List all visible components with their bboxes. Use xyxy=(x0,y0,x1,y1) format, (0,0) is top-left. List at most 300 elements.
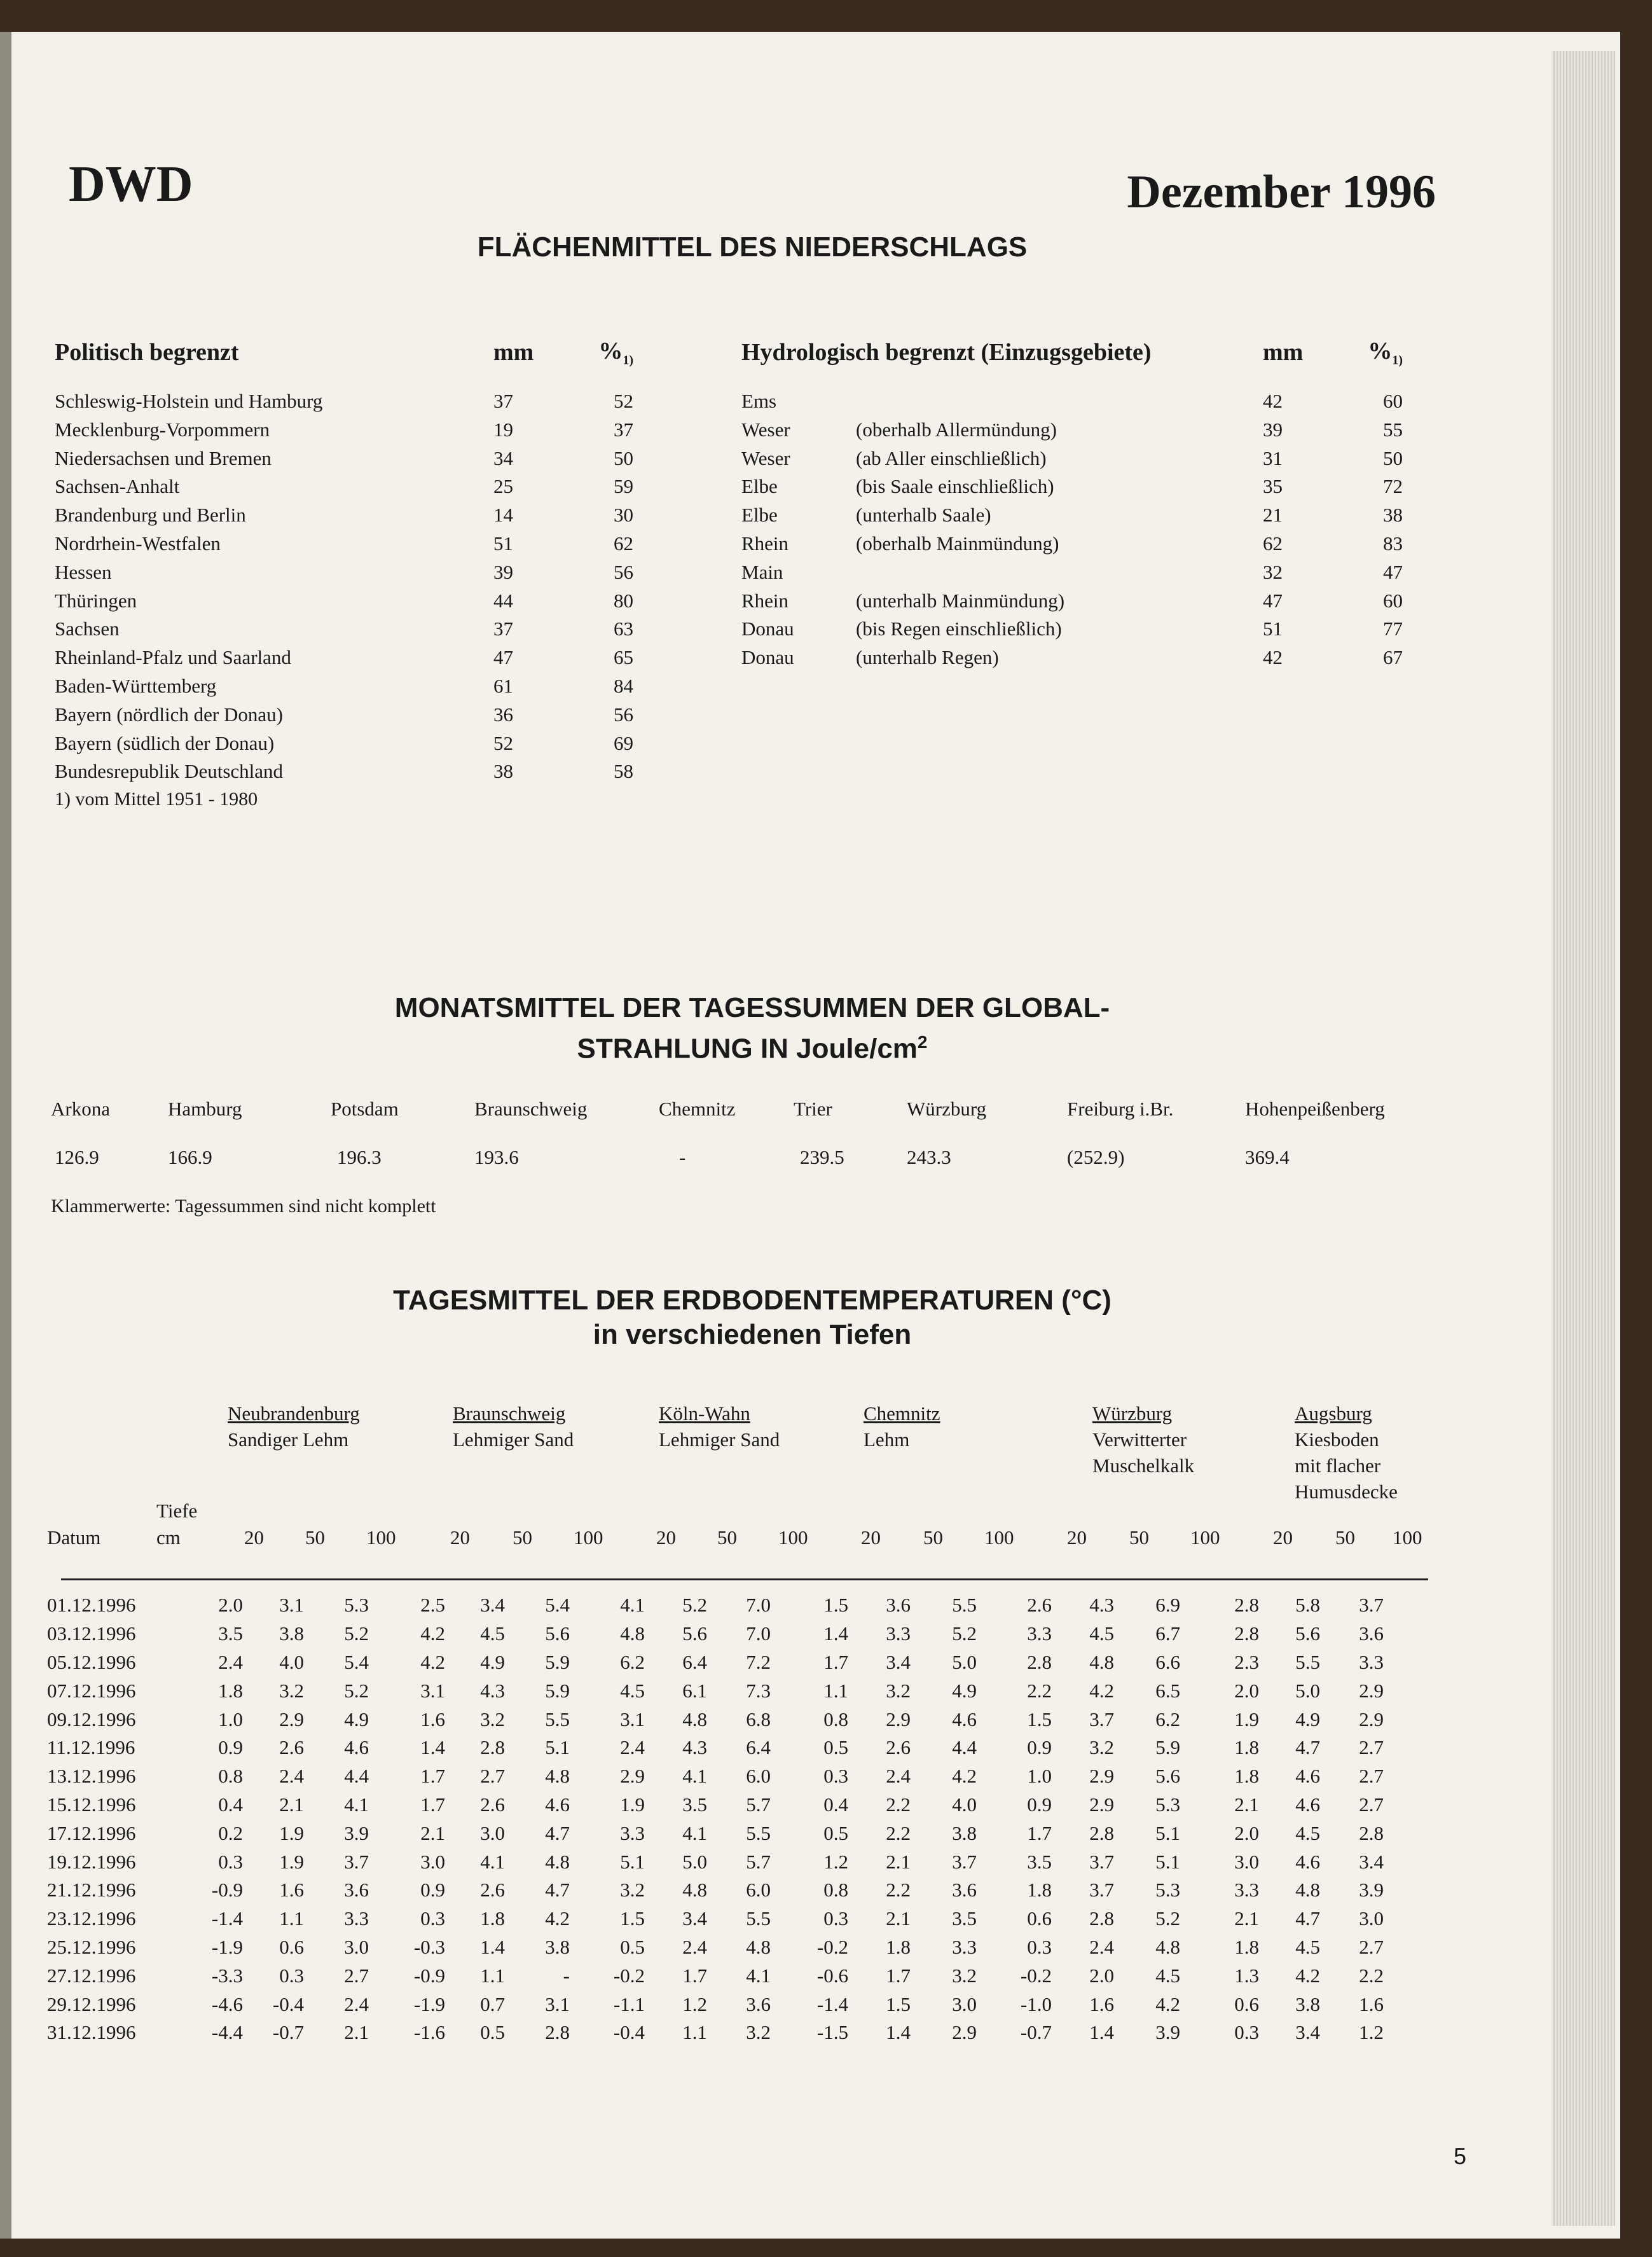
soil-station xyxy=(864,1400,940,1453)
river-name: Weser xyxy=(741,418,790,441)
temp-cell: 2.8 xyxy=(1089,1821,1114,1844)
depth-header: 50 xyxy=(717,1526,737,1549)
region-name: Baden-Württemberg xyxy=(55,674,217,697)
region-name: Schleswig-Holstein und Hamburg xyxy=(55,389,323,412)
temp-cell: 1.4 xyxy=(480,1935,505,1958)
temp-cell: 3.3 xyxy=(1027,1622,1052,1645)
river-name: Ems xyxy=(741,389,777,412)
temp-cell: 5.9 xyxy=(545,1679,570,1702)
depth-header: 20 xyxy=(861,1526,881,1549)
river-pct: 60 xyxy=(1383,589,1403,612)
region-name: Brandenburg und Berlin xyxy=(55,504,246,527)
temp-cell: 2.1 xyxy=(344,2021,369,2044)
temp-cell: 4.6 xyxy=(545,1793,570,1816)
table-row xyxy=(47,1961,1384,1990)
temp-cell: 3.8 xyxy=(952,1821,977,1844)
row-date: 19.12.1996 xyxy=(47,1850,136,1873)
soil-table-body xyxy=(47,1591,1384,2047)
temp-cell: 4.5 xyxy=(480,1622,505,1645)
region-mm: 51 xyxy=(493,532,513,555)
temp-cell: 4.1 xyxy=(746,1964,771,1987)
region-name: Rheinland-Pfalz und Saarland xyxy=(55,646,291,669)
temp-cell: 5.9 xyxy=(1155,1736,1180,1759)
temp-cell: 2.8 xyxy=(545,2021,570,2044)
temp-cell: 6.2 xyxy=(620,1650,645,1673)
river-detail: (unterhalb Saale) xyxy=(856,504,991,527)
depth-label: Tiefe xyxy=(156,1500,198,1522)
temp-cell: 6.6 xyxy=(1155,1650,1180,1673)
temp-cell: 2.7 xyxy=(344,1964,369,1987)
region-mm: 19 xyxy=(493,418,513,441)
table-row xyxy=(741,444,1403,473)
temp-cell: 2.2 xyxy=(886,1821,911,1844)
precip-political-body xyxy=(55,387,633,786)
row-date: 27.12.1996 xyxy=(47,1964,136,1987)
temp-cell: 0.4 xyxy=(218,1793,243,1816)
river-detail: (unterhalb Mainmündung) xyxy=(856,589,1065,612)
radiation-value: 243.3 xyxy=(907,1146,951,1168)
radiation-title xyxy=(11,991,1493,1066)
temp-cell: 1.7 xyxy=(420,1793,445,1816)
temp-cell: 3.6 xyxy=(886,1594,911,1617)
soil-type: Lehm xyxy=(864,1428,910,1451)
temp-cell: -1.6 xyxy=(413,2021,445,2044)
river-mm: 47 xyxy=(1263,589,1283,612)
radiation-station: Hohenpeißenberg xyxy=(1245,1098,1385,1120)
region-pct: 56 xyxy=(614,560,633,583)
row-date: 21.12.1996 xyxy=(47,1879,136,1902)
region-name: Bayern (südlich der Donau) xyxy=(55,731,275,754)
soil-depth-headers xyxy=(11,1526,1474,1552)
temp-cell: 3.1 xyxy=(620,1708,645,1730)
temp-cell: -4.6 xyxy=(211,1992,243,2015)
soil-title-line1: TAGESMITTEL DER ERDBODENTEMPERATUREN (°C) xyxy=(393,1285,1112,1316)
depth-header: 100 xyxy=(1393,1526,1422,1549)
temp-cell: 1.4 xyxy=(420,1736,445,1759)
depth-header: 100 xyxy=(984,1526,1014,1549)
temp-cell: 3.5 xyxy=(1027,1850,1052,1873)
temp-cell: 3.3 xyxy=(1234,1879,1259,1902)
temp-cell: 3.2 xyxy=(1089,1736,1114,1759)
temp-cell: 4.3 xyxy=(480,1679,505,1702)
region-mm: 47 xyxy=(493,646,513,669)
temp-cell: 6.1 xyxy=(682,1679,707,1702)
region-name: Mecklenburg-Vorpommern xyxy=(55,418,270,441)
temp-cell: 3.5 xyxy=(952,1907,977,1930)
soil-station-headers xyxy=(11,1400,1474,1502)
temp-cell: 6.9 xyxy=(1155,1594,1180,1617)
depth-header: 20 xyxy=(1273,1526,1293,1549)
temp-cell: 3.4 xyxy=(886,1650,911,1673)
table-row xyxy=(55,387,633,416)
temp-cell: 0.3 xyxy=(823,1765,848,1788)
temp-cell: 3.0 xyxy=(344,1935,369,1958)
row-date: 07.12.1996 xyxy=(47,1679,136,1702)
temp-cell: 4.1 xyxy=(682,1821,707,1844)
table-row xyxy=(47,1734,1384,1762)
temp-cell: 1.0 xyxy=(1027,1765,1052,1788)
temp-cell: 4.1 xyxy=(620,1594,645,1617)
river-mm: 32 xyxy=(1263,560,1283,583)
temp-cell: 0.5 xyxy=(480,2021,505,2044)
temp-cell: 3.4 xyxy=(480,1594,505,1617)
river-pct: 38 xyxy=(1383,504,1403,527)
temp-cell: 6.4 xyxy=(746,1736,771,1759)
river-name: Rhein xyxy=(741,589,789,612)
river-mm: 42 xyxy=(1263,389,1283,412)
temp-cell: 2.2 xyxy=(886,1879,911,1902)
temp-cell: 6.7 xyxy=(1155,1622,1180,1645)
temp-cell: 5.6 xyxy=(1295,1622,1320,1645)
depth-header: 20 xyxy=(656,1526,676,1549)
temp-cell: 2.8 xyxy=(1089,1907,1114,1930)
region-mm: 39 xyxy=(493,560,513,583)
temp-cell: 4.7 xyxy=(1295,1736,1320,1759)
temp-cell: 2.1 xyxy=(279,1793,304,1816)
temp-cell: 3.8 xyxy=(1295,1992,1320,2015)
temp-cell: 2.9 xyxy=(1359,1708,1384,1730)
depth-header: 20 xyxy=(450,1526,470,1549)
temp-cell: 2.9 xyxy=(952,2021,977,2044)
temp-cell: 1.5 xyxy=(886,1992,911,2015)
temp-cell: 7.0 xyxy=(746,1622,771,1645)
temp-cell: 0.2 xyxy=(218,1821,243,1844)
precip-political-table xyxy=(55,337,633,786)
depth-header: 100 xyxy=(574,1526,603,1549)
temp-cell: 5.9 xyxy=(545,1650,570,1673)
radiation-title-line2: STRAHLUNG IN Joule/$cm^2$ xyxy=(577,1032,928,1065)
temp-cell: 5.2 xyxy=(682,1594,707,1617)
temp-cell: 5.5 xyxy=(746,1907,771,1930)
radiation-station: Chemnitz xyxy=(659,1098,736,1120)
temp-cell: 4.9 xyxy=(1295,1708,1320,1730)
radiation-value: 166.9 xyxy=(168,1146,212,1168)
region-name: Nordrhein-Westfalen xyxy=(55,532,221,555)
temp-cell: -0.2 xyxy=(1020,1964,1052,1987)
temp-cell: 4.8 xyxy=(1155,1935,1180,1958)
river-name: Rhein xyxy=(741,532,789,555)
temp-cell: 0.4 xyxy=(823,1793,848,1816)
temp-cell: 1.8 xyxy=(218,1679,243,1702)
temp-cell: 2.2 xyxy=(1359,1964,1384,1987)
temp-cell: 3.0 xyxy=(420,1850,445,1873)
river-detail: (oberhalb Mainmündung) xyxy=(856,532,1059,555)
region-pct: 65 xyxy=(614,646,633,669)
depth-header: 100 xyxy=(366,1526,396,1549)
table-row xyxy=(47,1762,1384,1791)
temp-cell: 2.6 xyxy=(480,1879,505,1902)
radiation-values xyxy=(11,1146,1474,1171)
temp-cell: 2.1 xyxy=(1234,1907,1259,1930)
temp-cell: 2.1 xyxy=(886,1907,911,1930)
temp-cell: 2.8 xyxy=(480,1736,505,1759)
temp-cell: 4.9 xyxy=(480,1650,505,1673)
river-pct: 77 xyxy=(1383,618,1403,640)
temp-cell: 1.0 xyxy=(218,1708,243,1730)
temp-cell: 4.8 xyxy=(545,1765,570,1788)
temp-cell: 3.3 xyxy=(952,1935,977,1958)
table-rule xyxy=(61,1578,1428,1580)
temp-cell: 3.0 xyxy=(480,1821,505,1844)
row-date: 25.12.1996 xyxy=(47,1935,136,1958)
depth-header: 20 xyxy=(1067,1526,1087,1549)
temp-cell: 3.1 xyxy=(279,1594,304,1617)
temp-cell: 0.6 xyxy=(279,1935,304,1958)
temp-cell: 2.4 xyxy=(344,1992,369,2015)
temp-cell: 4.2 xyxy=(420,1650,445,1673)
temp-cell: 2.7 xyxy=(1359,1935,1384,1958)
row-date: 05.12.1996 xyxy=(47,1650,136,1673)
temp-cell: 3.2 xyxy=(279,1679,304,1702)
region-pct: 52 xyxy=(614,389,633,412)
table-row xyxy=(741,473,1403,501)
river-pct: 60 xyxy=(1383,389,1403,412)
region-pct: 69 xyxy=(614,731,633,754)
temp-cell: -0.4 xyxy=(272,1992,304,2015)
river-mm: 62 xyxy=(1263,532,1283,555)
temp-cell: 1.6 xyxy=(1359,1992,1384,2015)
temp-cell: 3.7 xyxy=(952,1850,977,1873)
temp-cell: 4.5 xyxy=(1295,1935,1320,1958)
col-mm: mm xyxy=(493,339,534,366)
row-date: 23.12.1996 xyxy=(47,1907,136,1930)
temp-cell: 4.8 xyxy=(1295,1879,1320,1902)
temp-cell: 6.0 xyxy=(746,1765,771,1788)
temp-cell: 0.9 xyxy=(420,1879,445,1902)
depth-header: 50 xyxy=(305,1526,325,1549)
soil-type: Lehmiger Sand xyxy=(659,1428,780,1451)
temp-cell: 4.2 xyxy=(1295,1964,1320,1987)
row-date: 13.12.1996 xyxy=(47,1765,136,1788)
station-name: Augsburg xyxy=(1295,1402,1372,1425)
temp-cell: 5.1 xyxy=(545,1736,570,1759)
page-edge xyxy=(1552,51,1615,2226)
river-pct: 47 xyxy=(1383,560,1403,583)
region-name: Sachsen-Anhalt xyxy=(55,475,180,498)
temp-cell: -0.7 xyxy=(1020,2021,1052,2044)
temp-cell: 2.0 xyxy=(1089,1964,1114,1987)
temp-cell: 5.5 xyxy=(746,1821,771,1844)
region-pct: 56 xyxy=(614,703,633,726)
temp-cell: 2.7 xyxy=(1359,1793,1384,1816)
col-pct-hydro: $\%_{1)}$ xyxy=(1368,338,1403,368)
temp-cell: 3.3 xyxy=(620,1821,645,1844)
book-spine xyxy=(0,32,13,2239)
temp-cell: 4.8 xyxy=(682,1879,707,1902)
temp-cell: 1.8 xyxy=(480,1907,505,1930)
radiation-value: - xyxy=(679,1146,686,1168)
soil-type: Verwitterter xyxy=(1092,1428,1187,1451)
precip-footnote: 1) vom Mittel 1951 - 1980 xyxy=(55,789,258,810)
temp-cell: -0.3 xyxy=(413,1935,445,1958)
temp-cell: 5.8 xyxy=(1295,1594,1320,1617)
river-name: Elbe xyxy=(741,475,778,498)
temp-cell: 6.4 xyxy=(682,1650,707,1673)
row-date: 01.12.1996 xyxy=(47,1594,136,1617)
temp-cell: -0.2 xyxy=(613,1964,645,1987)
temp-cell: 0.8 xyxy=(218,1765,243,1788)
temp-cell: - xyxy=(563,1964,570,1987)
temp-cell: 4.4 xyxy=(344,1765,369,1788)
table-row xyxy=(55,757,633,786)
temp-cell: 2.4 xyxy=(886,1765,911,1788)
river-detail: (oberhalb Allermündung) xyxy=(856,418,1057,441)
region-pct: 80 xyxy=(614,589,633,612)
table-row xyxy=(741,501,1403,530)
temp-cell: 0.3 xyxy=(218,1850,243,1873)
temp-cell: 2.8 xyxy=(1027,1650,1052,1673)
station-name: Braunschweig xyxy=(453,1402,566,1425)
temp-cell: 4.7 xyxy=(545,1821,570,1844)
temp-cell: -0.4 xyxy=(613,2021,645,2044)
temp-cell: 3.9 xyxy=(1359,1879,1384,1902)
temp-cell: 2.9 xyxy=(1089,1765,1114,1788)
temp-cell: 3.2 xyxy=(886,1679,911,1702)
table-row xyxy=(47,1791,1384,1819)
table-row xyxy=(55,586,633,615)
temp-cell: 5.7 xyxy=(746,1793,771,1816)
temp-cell: 3.3 xyxy=(886,1622,911,1645)
soil-type: mit flacher xyxy=(1295,1454,1381,1477)
table-row xyxy=(55,644,633,672)
temp-cell: 3.1 xyxy=(545,1992,570,2015)
temp-cell: 0.9 xyxy=(1027,1793,1052,1816)
temp-cell: 3.7 xyxy=(1359,1594,1384,1617)
river-detail: (ab Aller einschließlich) xyxy=(856,446,1047,469)
temp-cell: 0.5 xyxy=(823,1821,848,1844)
temp-cell: 1.2 xyxy=(682,1992,707,2015)
temp-cell: 5.0 xyxy=(682,1850,707,1873)
soil-title-line2: in verschiedenen Tiefen xyxy=(593,1319,912,1350)
temp-cell: 2.1 xyxy=(1234,1793,1259,1816)
temp-cell: 4.6 xyxy=(952,1708,977,1730)
temp-cell: 1.5 xyxy=(620,1907,645,1930)
temp-cell: 3.1 xyxy=(420,1679,445,1702)
temp-cell: 5.6 xyxy=(682,1622,707,1645)
temp-cell: 5.6 xyxy=(545,1622,570,1645)
region-mm: 61 xyxy=(493,674,513,697)
temp-cell: 2.8 xyxy=(1234,1622,1259,1645)
temp-cell: 2.5 xyxy=(420,1594,445,1617)
temp-cell: 6.0 xyxy=(746,1879,771,1902)
soil-station xyxy=(453,1400,574,1453)
temp-cell: 1.7 xyxy=(420,1765,445,1788)
temp-cell: 0.8 xyxy=(823,1879,848,1902)
temp-cell: 2.7 xyxy=(1359,1736,1384,1759)
temp-cell: 6.5 xyxy=(1155,1679,1180,1702)
radiation-value: 126.9 xyxy=(55,1146,99,1168)
temp-cell: 5.1 xyxy=(1155,1850,1180,1873)
radiation-value: 193.6 xyxy=(474,1146,519,1168)
temp-cell: 0.9 xyxy=(218,1736,243,1759)
temp-cell: 1.5 xyxy=(1027,1708,1052,1730)
temp-cell: 2.9 xyxy=(620,1765,645,1788)
temp-cell: 4.3 xyxy=(1089,1594,1114,1617)
temp-cell: 2.3 xyxy=(1234,1650,1259,1673)
temp-cell: 3.5 xyxy=(218,1622,243,1645)
temp-cell: 2.4 xyxy=(279,1765,304,1788)
temp-cell: 3.0 xyxy=(952,1992,977,2015)
station-name: Neubrandenburg xyxy=(228,1402,360,1425)
table-row xyxy=(55,558,633,586)
table-row xyxy=(47,2019,1384,2047)
temp-cell: 5.0 xyxy=(952,1650,977,1673)
temp-cell: 0.5 xyxy=(620,1935,645,1958)
soil-station xyxy=(228,1400,360,1453)
temp-cell: 1.1 xyxy=(480,1964,505,1987)
row-date: 29.12.1996 xyxy=(47,1992,136,2015)
temp-cell: 3.2 xyxy=(480,1708,505,1730)
temp-cell: 4.2 xyxy=(545,1907,570,1930)
table-row xyxy=(47,1676,1384,1705)
temp-cell: 4.6 xyxy=(1295,1765,1320,1788)
temp-cell: 2.4 xyxy=(682,1935,707,1958)
region-mm: 25 xyxy=(493,475,513,498)
temp-cell: 4.2 xyxy=(1155,1992,1180,2015)
radiation-station: Braunschweig xyxy=(474,1098,588,1120)
temp-cell: 7.3 xyxy=(746,1679,771,1702)
table-row xyxy=(741,644,1403,672)
table-row xyxy=(47,1705,1384,1734)
temp-cell: 0.6 xyxy=(1234,1992,1259,2015)
temp-cell: -1.9 xyxy=(413,1992,445,2015)
region-pct: 63 xyxy=(614,618,633,640)
region-mm: 14 xyxy=(493,504,513,527)
temp-cell: 7.2 xyxy=(746,1650,771,1673)
temp-cell: 4.8 xyxy=(620,1622,645,1645)
temp-cell: 0.3 xyxy=(1234,2021,1259,2044)
col-pct: $\%_{1)}$ xyxy=(598,338,633,368)
soil-type: Kiesboden xyxy=(1295,1428,1379,1451)
region-name: Thüringen xyxy=(55,589,137,612)
table-row xyxy=(741,558,1403,586)
temp-cell: 1.4 xyxy=(886,2021,911,2044)
temp-cell: 4.1 xyxy=(480,1850,505,1873)
table-row xyxy=(55,444,633,473)
table-row xyxy=(55,615,633,644)
temp-cell: -1.0 xyxy=(1020,1992,1052,2015)
temp-cell: 5.5 xyxy=(1295,1650,1320,1673)
temp-cell: 3.6 xyxy=(952,1879,977,1902)
soil-type: Lehmiger Sand xyxy=(453,1428,574,1451)
radiation-station: Potsdam xyxy=(331,1098,399,1120)
temp-cell: 2.4 xyxy=(218,1650,243,1673)
temp-cell: 4.0 xyxy=(952,1793,977,1816)
temp-cell: 1.1 xyxy=(823,1679,848,1702)
station-name: Chemnitz xyxy=(864,1402,940,1425)
region-name: Hessen xyxy=(55,560,112,583)
river-name: Elbe xyxy=(741,504,778,527)
temp-cell: 2.9 xyxy=(1359,1679,1384,1702)
depth-header: 50 xyxy=(513,1526,532,1549)
temp-cell: 3.7 xyxy=(1089,1850,1114,1873)
temp-cell: 2.4 xyxy=(620,1736,645,1759)
precip-title: FLÄCHENMITTEL DES NIEDERSCHLAGS xyxy=(477,231,1028,263)
row-date: 03.12.1996 xyxy=(47,1622,136,1645)
table-row xyxy=(47,1933,1384,1962)
temp-cell: 2.0 xyxy=(218,1594,243,1617)
temp-cell: 1.8 xyxy=(1234,1736,1259,1759)
temp-cell: 1.8 xyxy=(1027,1879,1052,1902)
temp-cell: 5.2 xyxy=(1155,1907,1180,1930)
radiation-station: Freiburg i.Br. xyxy=(1067,1098,1174,1120)
temp-cell: -1.1 xyxy=(613,1992,645,2015)
temp-cell: -0.9 xyxy=(211,1879,243,1902)
temp-cell: 3.7 xyxy=(344,1850,369,1873)
radiation-value: 196.3 xyxy=(337,1146,382,1168)
temp-cell: -0.9 xyxy=(413,1964,445,1987)
temp-cell: 5.3 xyxy=(1155,1793,1180,1816)
